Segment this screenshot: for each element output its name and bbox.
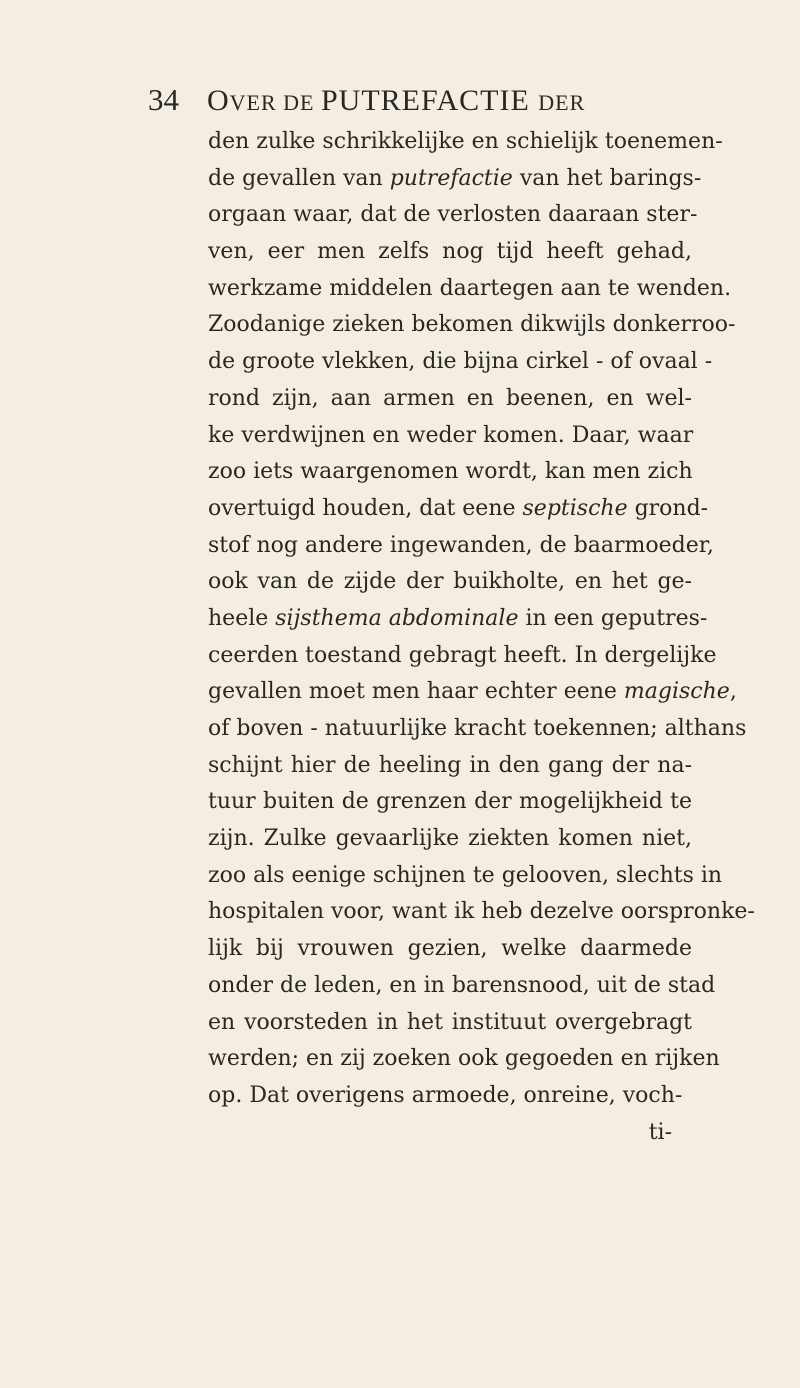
text-segment: heele xyxy=(208,605,276,631)
text-segment: den zulke schrikkelijke en schielijk toenemen- xyxy=(208,129,723,154)
text-line xyxy=(208,858,723,895)
text-line xyxy=(208,968,716,1005)
text-line xyxy=(208,784,692,821)
text-line xyxy=(208,344,713,381)
body-text xyxy=(208,124,755,1151)
text-segment: zoo als eenige schijnen te gelooven, slechts in xyxy=(208,862,723,888)
italic-term: magische xyxy=(623,679,730,705)
text-segment: in een geputres- xyxy=(518,605,708,631)
text-segment: stof nog andere ingewanden, de baarmoeder, xyxy=(208,532,714,558)
text-line xyxy=(208,564,692,601)
text-line xyxy=(208,711,747,748)
text-segment: zijn. Zulke gevaarlijke ziekten komen niet, xyxy=(208,826,692,852)
text-segment: of boven - natuurlijke kracht toekennen; althans xyxy=(208,716,747,741)
text-segment: ke verdwijnen en weder komen. Daar, waar xyxy=(208,422,694,448)
text-segment: ceerden toestand gebragt heeft. In dergelijke xyxy=(208,642,717,668)
text-line xyxy=(208,307,736,344)
catchword xyxy=(208,1115,692,1152)
text-line xyxy=(208,234,692,271)
running-title-word-3: PUTREFACTIE xyxy=(321,84,539,117)
italic-term: septische xyxy=(522,495,628,521)
page-header xyxy=(148,82,708,118)
text-line xyxy=(208,418,692,455)
text-segment: werden; en zij zoeken ook gegoeden en rijken xyxy=(208,1046,720,1072)
italic-term: putrefactie xyxy=(389,165,513,191)
text-line xyxy=(208,638,717,675)
running-title-word-4: DER xyxy=(538,90,586,115)
text-line xyxy=(208,748,692,785)
text-line xyxy=(208,1078,692,1115)
text-segment: lijk bij vrouwen gezien, welke daarmede xyxy=(208,936,692,962)
text-line xyxy=(208,1005,692,1042)
text-segment: onder de leden, en in barensnood, uit de stad xyxy=(208,972,716,998)
text-line xyxy=(208,1041,720,1078)
text-segment: Zoodanige zieken bekomen dikwijls donkerroo- xyxy=(208,312,736,338)
running-title-initial: O xyxy=(207,84,230,117)
text-segment: zoo iets waargenomen wordt, kan men zich xyxy=(208,459,693,485)
text-line xyxy=(208,381,692,418)
text-segment: overtuigd houden, dat eene xyxy=(208,495,523,521)
text-line xyxy=(208,601,708,638)
text-segment: ook van de zijde der buikholte, en het ge- xyxy=(208,569,692,595)
text-segment: orgaan waar, dat de verlosten daaraan ster- xyxy=(208,202,698,228)
text-line xyxy=(208,894,755,931)
text-segment: schijnt hier de heeling in den gang der na- xyxy=(208,752,692,778)
text-segment: gevallen moet men haar echter eene xyxy=(208,679,624,705)
text-segment: de groote vlekken, die bijna cirkel - of ovaal - xyxy=(208,349,713,375)
text-segment: van het barings- xyxy=(512,165,702,191)
text-line xyxy=(208,454,692,491)
text-line xyxy=(208,821,692,858)
text-segment: grond- xyxy=(627,495,709,521)
text-segment: en voorsteden in het instituut overgebragt xyxy=(208,1009,692,1035)
page-number: 34 xyxy=(148,82,179,117)
text-line xyxy=(208,931,692,968)
text-segment: op. Dat overigens armoede, onreine, voch- xyxy=(208,1082,683,1108)
text-line xyxy=(208,197,698,234)
running-title xyxy=(207,84,585,118)
text-line xyxy=(208,124,723,161)
text-segment: ti- xyxy=(648,1119,672,1145)
text-line xyxy=(208,674,737,711)
text-line xyxy=(208,271,732,308)
text-segment: rond zijn, aan armen en beenen, en wel- xyxy=(208,385,692,411)
text-segment: tuur buiten de grenzen der mogelijkheid te xyxy=(208,789,692,815)
running-title-word-1: VER xyxy=(229,90,284,115)
text-segment: werkzame middelen daartegen aan te wenden. xyxy=(208,275,732,301)
text-segment: , xyxy=(729,679,737,705)
text-line xyxy=(208,161,702,198)
text-segment: hospitalen voor, want ik heb dezelve oorspronke- xyxy=(208,899,755,925)
text-segment: ven, eer men zelfs nog tijd heeft gehad, xyxy=(208,239,692,265)
text-segment: de gevallen van xyxy=(208,165,390,191)
italic-term: sijsthema abdominale xyxy=(275,605,519,631)
text-line xyxy=(208,528,714,565)
running-title-word-2: DE xyxy=(283,90,321,115)
text-line xyxy=(208,491,709,528)
